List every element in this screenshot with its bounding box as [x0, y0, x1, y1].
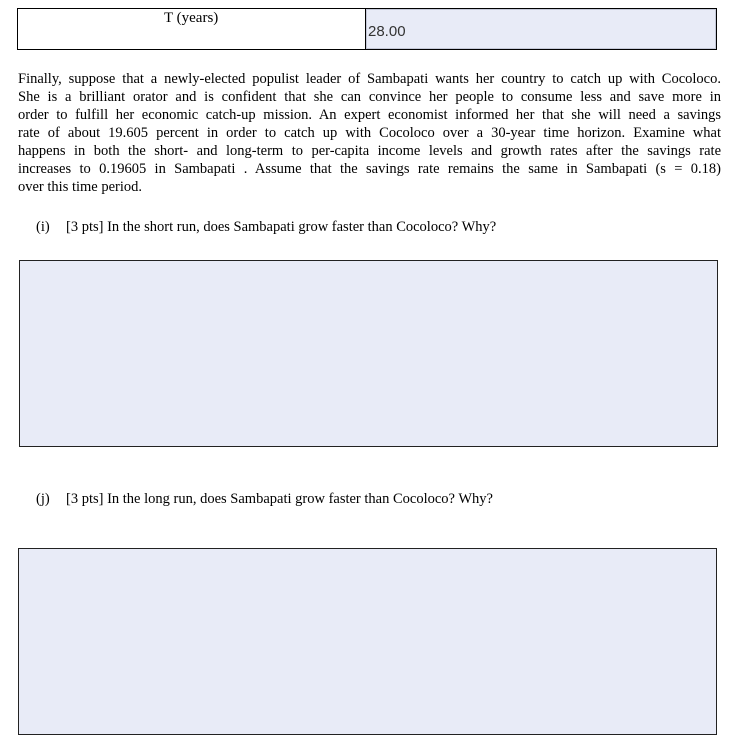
question-j-text: [3 pts] In the long run, does Sambapati grow faster than Cocoloco? Why?	[66, 491, 493, 507]
question-j-label: (j)	[36, 491, 50, 507]
paragraph-line: increases to 0.19605 in Sambapati . Assume that the savings rate remains the same in Sambapati (s = 0.18)	[18, 161, 721, 177]
t-years-label-cell	[18, 9, 366, 49]
paragraph-line: over this time period.	[18, 179, 143, 195]
question-j	[36, 491, 493, 508]
t-years-label: T (years)	[164, 10, 219, 26]
t-years-row	[17, 8, 717, 50]
question-i-text: [3 pts] In the short run, does Sambapati grow faster than Cocoloco? Why?	[66, 219, 497, 235]
answer-j-field[interactable]	[18, 548, 717, 735]
question-i	[36, 219, 496, 236]
paragraph-line: She is a brilliant orator and is confident that she can convince her people to consume less and save more in	[18, 89, 721, 105]
paragraph-line: happens in both the short- and long-term to per-capita income levels and growth rates after the savings rate	[18, 143, 721, 159]
paragraph-line: order to fulfill her economic catch-up mission. An expert economist informed her that she will need a savings	[18, 107, 721, 123]
t-years-input[interactable]: 28.00	[366, 9, 716, 49]
problem-paragraph	[18, 70, 721, 196]
answer-i-field[interactable]	[19, 260, 718, 447]
paragraph-line: Finally, suppose that a newly-elected populist leader of Sambapati wants her country to catch up with Cocoloco.	[18, 71, 721, 87]
paragraph-line: rate of about 19.605 percent in order to catch up with Cocoloco over a 30-year time horizon. Examine what	[18, 125, 721, 141]
t-years-value-cell	[366, 9, 716, 49]
question-i-label: (i)	[36, 219, 50, 235]
